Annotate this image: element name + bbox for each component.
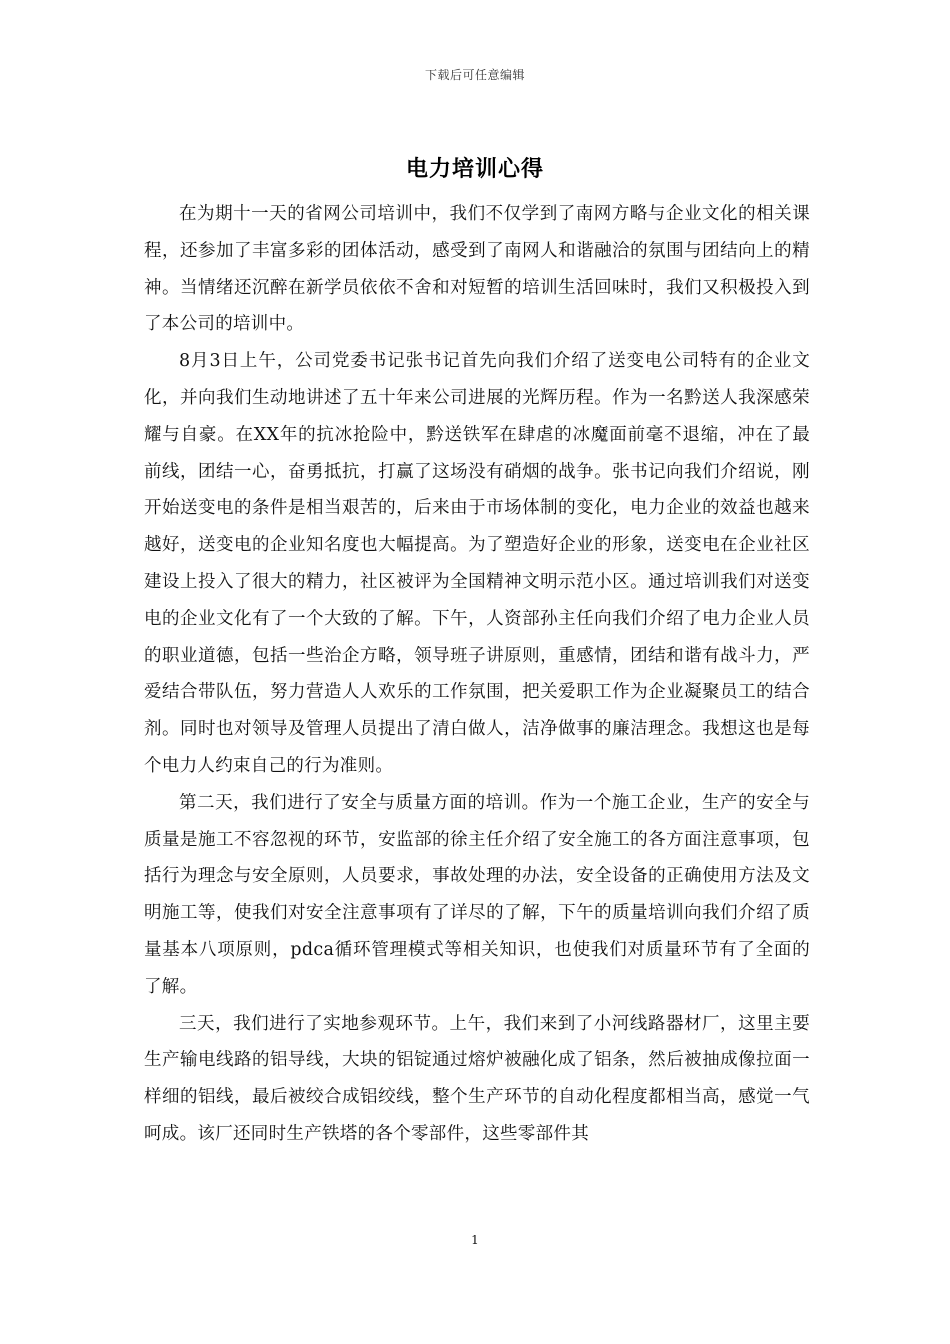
page-number: 1 bbox=[471, 1233, 479, 1247]
page-header-note: 下载后可任意编辑 bbox=[424, 68, 525, 82]
document-title: 电力培训心得 bbox=[405, 157, 544, 182]
paragraph-day-one: 8月3日上午，公司党委书记张书记首先向我们介绍了送变电公司特有的企业文化，并向我们生动地讲述了五十年来公司进展的光辉历程。作为一名黔送人我深感荣耀与自豪。在XX年的抗冰抢险中，黔送铁军在肆虐的冰魔面前毫不退缩，冲在了最前线，团结一心，奋勇抵抗，打赢了这场没有硝烟的战争。张书记向我们介绍说，刚开始送变电的条件是相当艰苦的，后来由于市场体制的变化，电力企业的效益也越来越好，送变电的企业知名度也大幅提高。为了塑造好企业的形象，送变电在企业社区建设上投入了很大的精力，社区被评为全国精神文明示范小区。通过培训我们对送变电的企业文化有了一个大致的了解。下午，人资部孙主任向我们介绍了电力企业人员的职业道德，包括一些治企方略，领导班子讲原则，重感情，团结和谐有战斗力，严爱结合带队伍，努力营造人人欢乐的工作氛围，把关爱职工作为企业凝聚员工的结合剂。同时也对领导及管理人员提出了清白做人，洁净做事的廉洁理念。我想这也是每个电力人约束自己的行为准则。 bbox=[144, 351, 810, 776]
paragraph-intro: 在为期十一天的省网公司培训中，我们不仅学到了南网方略与企业文化的相关课程，还参加了丰富多彩的团体活动，感受到了南网人和谐融洽的氛围与团结向上的精神。当情绪还沉醉在新学员依依不舍和对短暂的培训生活回味时，我们又积极投入到了本公司的培训中。 bbox=[144, 204, 810, 335]
paragraph-day-three: 三天，我们进行了实地参观环节。上午，我们来到了小河线路器材厂，这里主要生产输电线路的铝导线，大块的铝锭通过熔炉被融化成了铝条，然后被抽成像拉面一样细的铝线，最后被绞合成铝绞线，整个生产环节的自动化程度都相当高，感觉一气呵成。该厂还同时生产铁塔的各个零部件，这些零部件其 bbox=[144, 1013, 810, 1144]
paragraph-day-two: 第二天，我们进行了安全与质量方面的培训。作为一个施工企业，生产的安全与质量是施工不容忽视的环节，安监部的徐主任介绍了安全施工的各方面注意事项，包括行为理念与安全原则，人员要求，事故处理的办法，安全设备的正确使用方法及文明施工等，使我们对安全注意事项有了详尽的了解，下午的质量培训向我们介绍了质量基本八项原则，pdca循环管理模式等相关知识，也使我们对质量环节有了全面的了解。 bbox=[144, 792, 810, 997]
document-body bbox=[144, 196, 810, 1153]
